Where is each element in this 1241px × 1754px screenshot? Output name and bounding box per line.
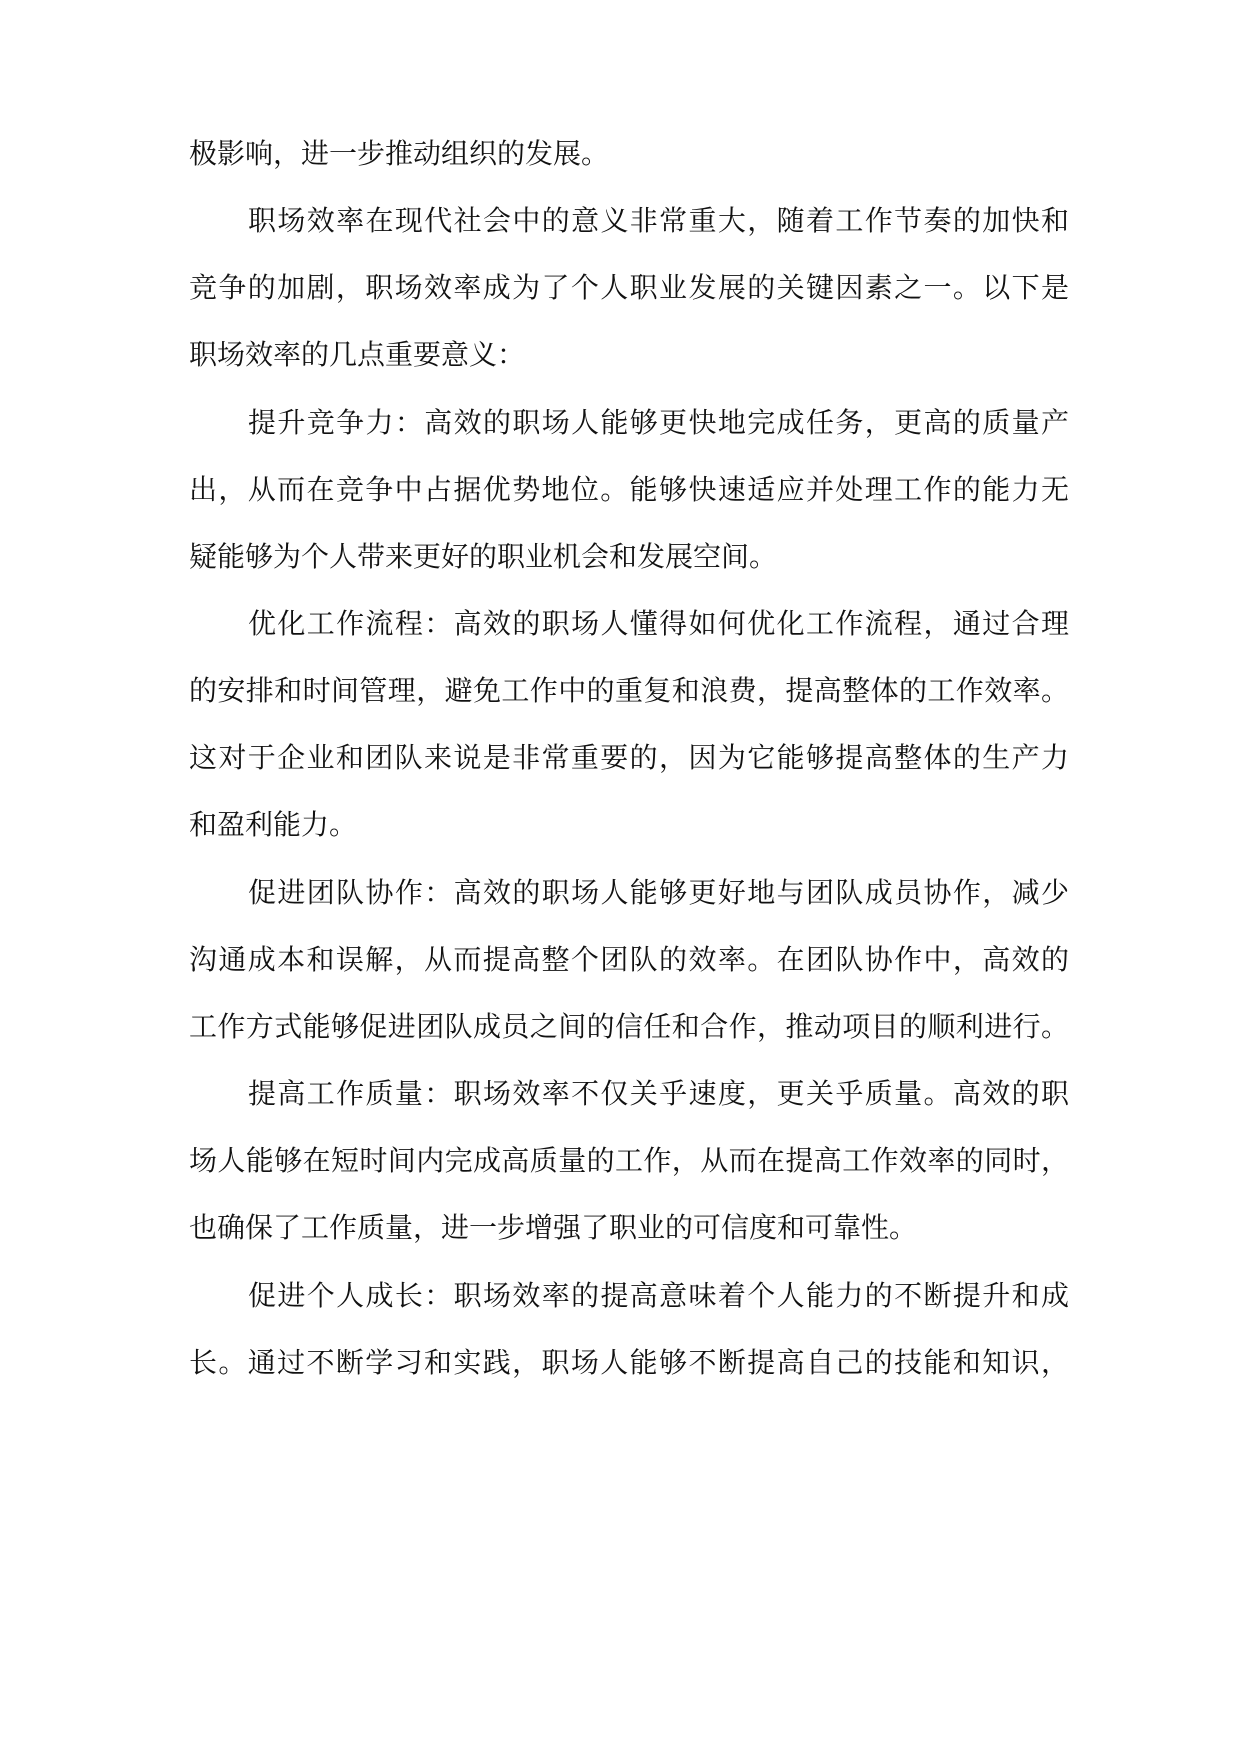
text-line: 极影响，进一步推动组织的发展。	[189, 137, 610, 170]
text-line: 也确保了工作质量，进一步增强了职业的可信度和可靠性。	[189, 1211, 918, 1244]
text-line: 沟通成本和误解，从而提高整个团队的效率。在团队协作中，高效的	[189, 943, 1069, 976]
text-line: 工作方式能够促进团队成员之间的信任和合作，推动项目的顺利进行。	[189, 1010, 1069, 1043]
text-line: 职场效率在现代社会中的意义非常重大，随着工作节奏的加快和	[248, 204, 1069, 237]
text-line: 提升竞争力：高效的职场人能够更快地完成任务，更高的质量产	[248, 406, 1069, 439]
text-line: 促进个人成长：职场效率的提高意味着个人能力的不断提升和成	[248, 1279, 1069, 1312]
text-line: 的安排和时间管理，避免工作中的重复和浪费，提高整体的工作效率。	[189, 674, 1069, 707]
text-line: 竞争的加剧，职场效率成为了个人职业发展的关键因素之一。以下是	[189, 271, 1069, 304]
text-line: 这对于企业和团队来说是非常重要的，因为它能够提高整体的生产力	[189, 741, 1069, 774]
text-line: 疑能够为个人带来更好的职业机会和发展空间。	[189, 540, 778, 573]
text-line: 和盈利能力。	[189, 808, 358, 841]
text-line: 优化工作流程：高效的职场人懂得如何优化工作流程，通过合理	[248, 607, 1069, 640]
text-line: 出，从而在竞争中占据优势地位。能够快速适应并处理工作的能力无	[189, 473, 1069, 506]
text-line: 长。通过不断学习和实践，职场人能够不断提高自己的技能和知识，	[189, 1346, 1069, 1379]
text-line: 提高工作质量：职场效率不仅关乎速度，更关乎质量。高效的职	[248, 1077, 1069, 1110]
text-line: 职场效率的几点重要意义：	[189, 338, 526, 371]
text-line: 场人能够在短时间内完成高质量的工作，从而在提高工作效率的同时，	[189, 1144, 1069, 1177]
text-line: 促进团队协作：高效的职场人能够更好地与团队成员协作，减少	[248, 876, 1069, 909]
